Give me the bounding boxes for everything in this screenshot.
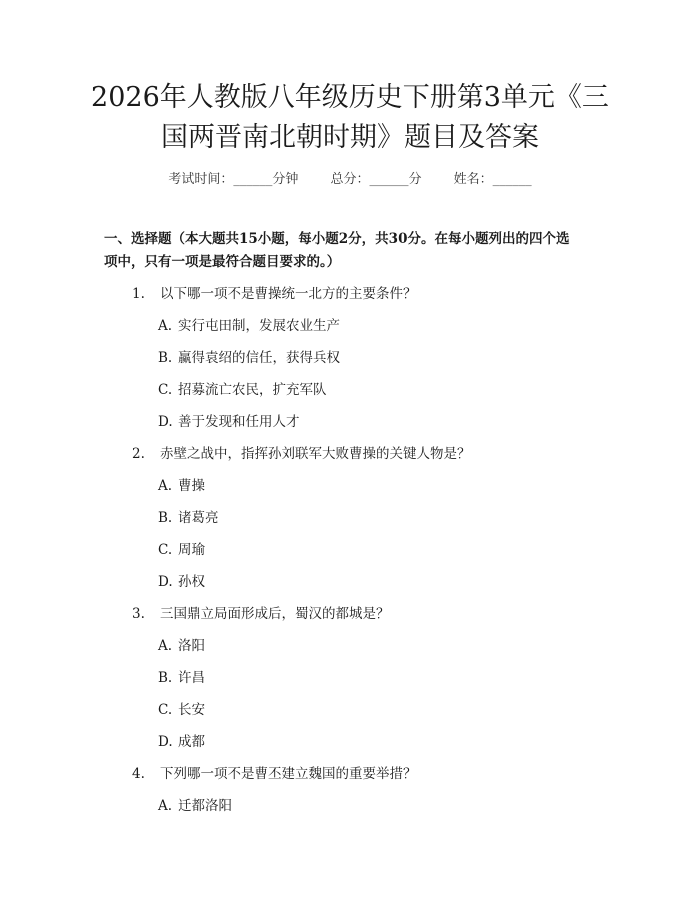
option-text: 诸葛亮: [178, 510, 219, 526]
question-3-option-b: [158, 666, 205, 686]
question-2-option-b: [158, 506, 219, 526]
option-letter: D.: [158, 574, 173, 590]
question-3-option-d: [158, 730, 205, 750]
option-text: 曹操: [178, 478, 205, 494]
section-heading-line-1: 一、选择题（本大题共15小题，每小题2分，共30分。在每小题列出的四个选: [104, 231, 570, 247]
question-2-option-d: [158, 570, 205, 590]
question-2-option-a: [158, 474, 205, 494]
student-name-field: 姓名：______: [453, 172, 532, 187]
exam-time-field: 考试时间：______分钟: [168, 172, 299, 187]
question-text: 以下哪一项不是曹操统一北方的主要条件？: [160, 286, 417, 302]
option-letter: D.: [158, 414, 173, 430]
option-text: 实行屯田制，发展农业生产: [178, 318, 340, 334]
option-letter: B.: [158, 670, 173, 686]
option-letter: B.: [158, 510, 173, 526]
option-letter: D.: [158, 734, 173, 750]
question-number: 3.: [132, 606, 145, 622]
option-text: 赢得袁绍的信任，获得兵权: [178, 350, 340, 366]
question-text: 三国鼎立局面形成后，蜀汉的都城是？: [160, 606, 390, 622]
question-1-option-d: [158, 410, 300, 430]
question-text: 赤壁之战中，指挥孙刘联军大败曹操的关键人物是？: [160, 446, 471, 462]
option-text: 孙权: [178, 574, 205, 590]
option-letter: B.: [158, 350, 173, 366]
section-heading-line-2: 项中，只有一项是最符合题目要求的。）: [104, 254, 341, 270]
option-letter: C.: [158, 382, 173, 398]
question-3-option-a: [158, 634, 205, 654]
document-title: [70, 78, 630, 158]
option-text: 长安: [178, 702, 205, 718]
total-score-field: 总分：______分: [330, 172, 422, 187]
question-number: 4.: [132, 766, 145, 782]
question-2-option-c: [158, 538, 205, 558]
option-letter: A.: [158, 638, 173, 654]
option-letter: A.: [158, 318, 173, 334]
question-text: 下列哪一项不是曹丕建立魏国的重要举措？: [160, 766, 417, 782]
exam-meta: [0, 168, 700, 187]
option-text: 招募流亡农民，扩充军队: [178, 382, 327, 398]
option-text: 洛阳: [178, 638, 205, 654]
question-number: 1.: [132, 286, 145, 302]
question-1: [132, 282, 417, 302]
question-1-option-c: [158, 378, 327, 398]
question-3-option-c: [158, 698, 205, 718]
question-number: 2.: [132, 446, 145, 462]
option-text: 周瑜: [178, 542, 205, 558]
option-text: 成都: [178, 734, 205, 750]
option-letter: A.: [158, 478, 173, 494]
question-4: [132, 762, 417, 782]
option-letter: C.: [158, 702, 173, 718]
question-4-option-a: [158, 794, 232, 814]
section-heading: [104, 228, 604, 274]
option-text: 许昌: [178, 670, 205, 686]
option-letter: C.: [158, 542, 173, 558]
question-3: [132, 602, 390, 622]
question-1-option-a: [158, 314, 340, 334]
option-letter: A.: [158, 798, 173, 814]
title-line-1: 2026年人教版八年级历史下册第3单元《三: [91, 82, 609, 113]
question-2: [132, 442, 471, 462]
title-line-2: 国两晋南北朝时期》题目及答案: [161, 122, 539, 153]
option-text: 迁都洛阳: [178, 798, 232, 814]
question-1-option-b: [158, 346, 340, 366]
option-text: 善于发现和任用人才: [178, 414, 300, 430]
